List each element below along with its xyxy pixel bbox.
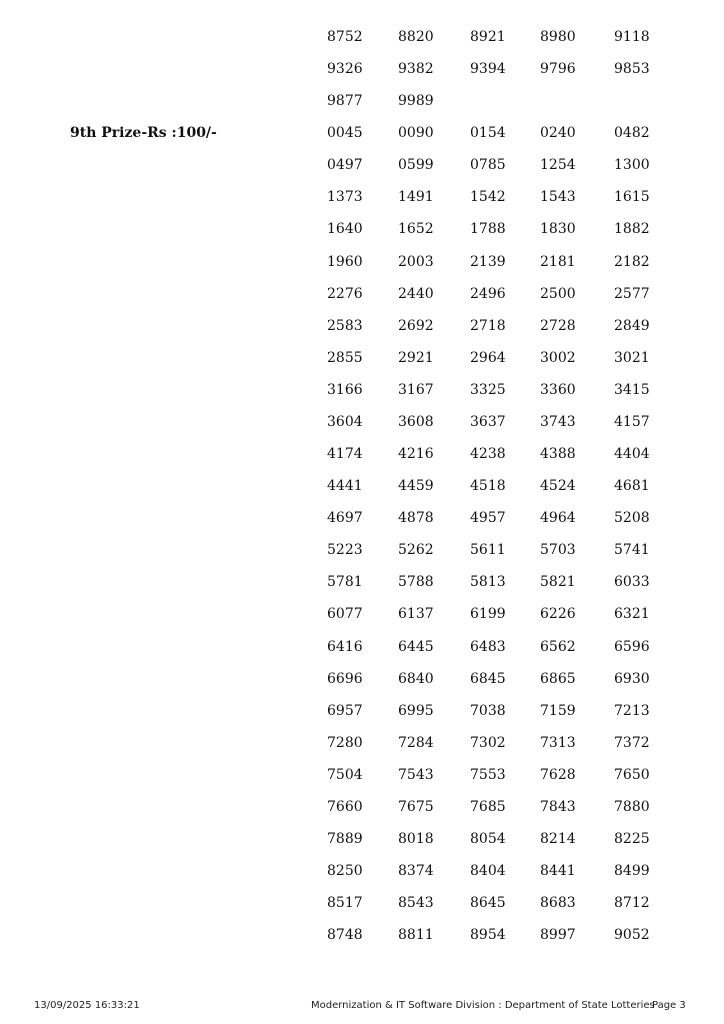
ticket-number: 3360 bbox=[540, 382, 576, 398]
ticket-number: 8374 bbox=[398, 863, 434, 879]
ticket-number: 5262 bbox=[398, 542, 434, 558]
ticket-number: 8748 bbox=[327, 927, 363, 943]
ticket-number: 5703 bbox=[540, 542, 576, 558]
ticket-number: 3325 bbox=[470, 382, 506, 398]
ticket-number: 1373 bbox=[327, 189, 363, 205]
ticket-number: 8811 bbox=[398, 927, 434, 943]
ticket-number: 1788 bbox=[470, 221, 506, 237]
ticket-number: 0045 bbox=[327, 125, 363, 141]
ticket-number: 7038 bbox=[470, 703, 506, 719]
ticket-number: 6562 bbox=[540, 639, 576, 655]
ticket-number: 6199 bbox=[470, 606, 506, 622]
ticket-number: 3637 bbox=[470, 414, 506, 430]
footer-timestamp: 13/09/2025 16:33:21 bbox=[34, 1000, 140, 1011]
ticket-number: 4216 bbox=[398, 446, 434, 462]
ticket-number: 4697 bbox=[327, 510, 363, 526]
ticket-number: 9052 bbox=[614, 927, 650, 943]
ticket-number: 8752 bbox=[327, 29, 363, 45]
ticket-number: 6957 bbox=[327, 703, 363, 719]
ticket-number: 2728 bbox=[540, 318, 576, 334]
ticket-number: 7284 bbox=[398, 735, 434, 751]
ticket-number: 7313 bbox=[540, 735, 576, 751]
ticket-number: 1254 bbox=[540, 157, 576, 173]
ticket-number: 3608 bbox=[398, 414, 434, 430]
ticket-number: 8997 bbox=[540, 927, 576, 943]
ticket-number: 6995 bbox=[398, 703, 434, 719]
ticket-number: 7889 bbox=[327, 831, 363, 847]
ticket-number: 4878 bbox=[398, 510, 434, 526]
ticket-number: 9118 bbox=[614, 29, 650, 45]
ticket-number: 8225 bbox=[614, 831, 650, 847]
ticket-number: 6077 bbox=[327, 606, 363, 622]
ticket-number: 0240 bbox=[540, 125, 576, 141]
ticket-number: 2500 bbox=[540, 286, 576, 302]
ticket-number: 4404 bbox=[614, 446, 650, 462]
ticket-number: 4174 bbox=[327, 446, 363, 462]
ticket-number: 7660 bbox=[327, 799, 363, 815]
ticket-number: 6137 bbox=[398, 606, 434, 622]
ticket-number: 8712 bbox=[614, 895, 650, 911]
ticket-number: 0154 bbox=[470, 125, 506, 141]
ticket-number: 0482 bbox=[614, 125, 650, 141]
ticket-number: 5821 bbox=[540, 574, 576, 590]
ticket-number: 9853 bbox=[614, 61, 650, 77]
ticket-number: 9394 bbox=[470, 61, 506, 77]
ticket-number: 7553 bbox=[470, 767, 506, 783]
ticket-number: 4459 bbox=[398, 478, 434, 494]
ticket-number: 7372 bbox=[614, 735, 650, 751]
ticket-number: 1652 bbox=[398, 221, 434, 237]
ticket-number: 3021 bbox=[614, 350, 650, 366]
ticket-number: 6445 bbox=[398, 639, 434, 655]
ticket-number: 5208 bbox=[614, 510, 650, 526]
ticket-number: 8441 bbox=[540, 863, 576, 879]
ticket-number: 2496 bbox=[470, 286, 506, 302]
ticket-number: 8980 bbox=[540, 29, 576, 45]
ticket-number: 2718 bbox=[470, 318, 506, 334]
ticket-number: 3166 bbox=[327, 382, 363, 398]
ticket-number: 8820 bbox=[398, 29, 434, 45]
ticket-number: 2440 bbox=[398, 286, 434, 302]
ticket-number: 3604 bbox=[327, 414, 363, 430]
ticket-number: 3743 bbox=[540, 414, 576, 430]
ticket-number: 7843 bbox=[540, 799, 576, 815]
ticket-number: 6483 bbox=[470, 639, 506, 655]
ticket-number: 6845 bbox=[470, 671, 506, 687]
footer-page-number: Page 3 bbox=[652, 1000, 686, 1011]
ticket-number: 5781 bbox=[327, 574, 363, 590]
ticket-number: 5788 bbox=[398, 574, 434, 590]
ticket-number: 3002 bbox=[540, 350, 576, 366]
ticket-number: 7628 bbox=[540, 767, 576, 783]
ticket-number: 4524 bbox=[540, 478, 576, 494]
ticket-number: 2276 bbox=[327, 286, 363, 302]
ticket-number: 8018 bbox=[398, 831, 434, 847]
ticket-number: 2921 bbox=[398, 350, 434, 366]
ticket-number: 4441 bbox=[327, 478, 363, 494]
ticket-number: 2855 bbox=[327, 350, 363, 366]
ticket-number: 7504 bbox=[327, 767, 363, 783]
ticket-number: 6596 bbox=[614, 639, 650, 655]
ticket-number: 8543 bbox=[398, 895, 434, 911]
ticket-number: 7675 bbox=[398, 799, 434, 815]
ticket-number: 6930 bbox=[614, 671, 650, 687]
ticket-number: 1543 bbox=[540, 189, 576, 205]
ticket-number: 7213 bbox=[614, 703, 650, 719]
ticket-number: 4157 bbox=[614, 414, 650, 430]
ticket-number: 5223 bbox=[327, 542, 363, 558]
ticket-number: 1542 bbox=[470, 189, 506, 205]
ticket-number: 1960 bbox=[327, 254, 363, 270]
ticket-number: 3415 bbox=[614, 382, 650, 398]
ticket-number: 3167 bbox=[398, 382, 434, 398]
prize-label: 9th Prize-Rs :100/- bbox=[70, 125, 217, 141]
ticket-number: 4238 bbox=[470, 446, 506, 462]
ticket-number: 7650 bbox=[614, 767, 650, 783]
ticket-number: 8954 bbox=[470, 927, 506, 943]
ticket-number: 9989 bbox=[398, 93, 434, 109]
ticket-number: 6416 bbox=[327, 639, 363, 655]
ticket-number: 5611 bbox=[470, 542, 506, 558]
ticket-number: 1300 bbox=[614, 157, 650, 173]
ticket-number: 4957 bbox=[470, 510, 506, 526]
ticket-number: 7159 bbox=[540, 703, 576, 719]
ticket-number: 9796 bbox=[540, 61, 576, 77]
ticket-number: 7302 bbox=[470, 735, 506, 751]
ticket-number: 8645 bbox=[470, 895, 506, 911]
ticket-number: 7880 bbox=[614, 799, 650, 815]
ticket-number: 0785 bbox=[470, 157, 506, 173]
ticket-number: 7685 bbox=[470, 799, 506, 815]
ticket-number: 8499 bbox=[614, 863, 650, 879]
ticket-number: 0599 bbox=[398, 157, 434, 173]
ticket-number: 6865 bbox=[540, 671, 576, 687]
ticket-number: 2182 bbox=[614, 254, 650, 270]
ticket-number: 2003 bbox=[398, 254, 434, 270]
ticket-number: 2577 bbox=[614, 286, 650, 302]
ticket-number: 1882 bbox=[614, 221, 650, 237]
ticket-number: 2181 bbox=[540, 254, 576, 270]
ticket-number: 6033 bbox=[614, 574, 650, 590]
ticket-number: 8054 bbox=[470, 831, 506, 847]
ticket-number: 0497 bbox=[327, 157, 363, 173]
ticket-number: 7280 bbox=[327, 735, 363, 751]
ticket-number: 2583 bbox=[327, 318, 363, 334]
ticket-number: 1640 bbox=[327, 221, 363, 237]
ticket-number: 9326 bbox=[327, 61, 363, 77]
ticket-number: 4388 bbox=[540, 446, 576, 462]
ticket-number: 8683 bbox=[540, 895, 576, 911]
ticket-number: 0090 bbox=[398, 125, 434, 141]
ticket-number: 4518 bbox=[470, 478, 506, 494]
ticket-number: 9877 bbox=[327, 93, 363, 109]
ticket-number: 4681 bbox=[614, 478, 650, 494]
ticket-number: 6696 bbox=[327, 671, 363, 687]
ticket-number: 2692 bbox=[398, 318, 434, 334]
ticket-number: 2139 bbox=[470, 254, 506, 270]
ticket-number: 1615 bbox=[614, 189, 650, 205]
ticket-number: 8517 bbox=[327, 895, 363, 911]
ticket-number: 2964 bbox=[470, 350, 506, 366]
ticket-number: 8404 bbox=[470, 863, 506, 879]
ticket-number: 8250 bbox=[327, 863, 363, 879]
ticket-number: 4964 bbox=[540, 510, 576, 526]
ticket-number: 2849 bbox=[614, 318, 650, 334]
ticket-number: 1491 bbox=[398, 189, 434, 205]
ticket-number: 8921 bbox=[470, 29, 506, 45]
ticket-number: 6840 bbox=[398, 671, 434, 687]
ticket-number: 8214 bbox=[540, 831, 576, 847]
ticket-number: 1830 bbox=[540, 221, 576, 237]
ticket-number: 5741 bbox=[614, 542, 650, 558]
ticket-number: 7543 bbox=[398, 767, 434, 783]
ticket-number: 9382 bbox=[398, 61, 434, 77]
ticket-number: 5813 bbox=[470, 574, 506, 590]
footer-division: Modernization & IT Software Division : Department of State Lotteries bbox=[311, 1000, 655, 1011]
ticket-number: 6226 bbox=[540, 606, 576, 622]
ticket-number: 6321 bbox=[614, 606, 650, 622]
